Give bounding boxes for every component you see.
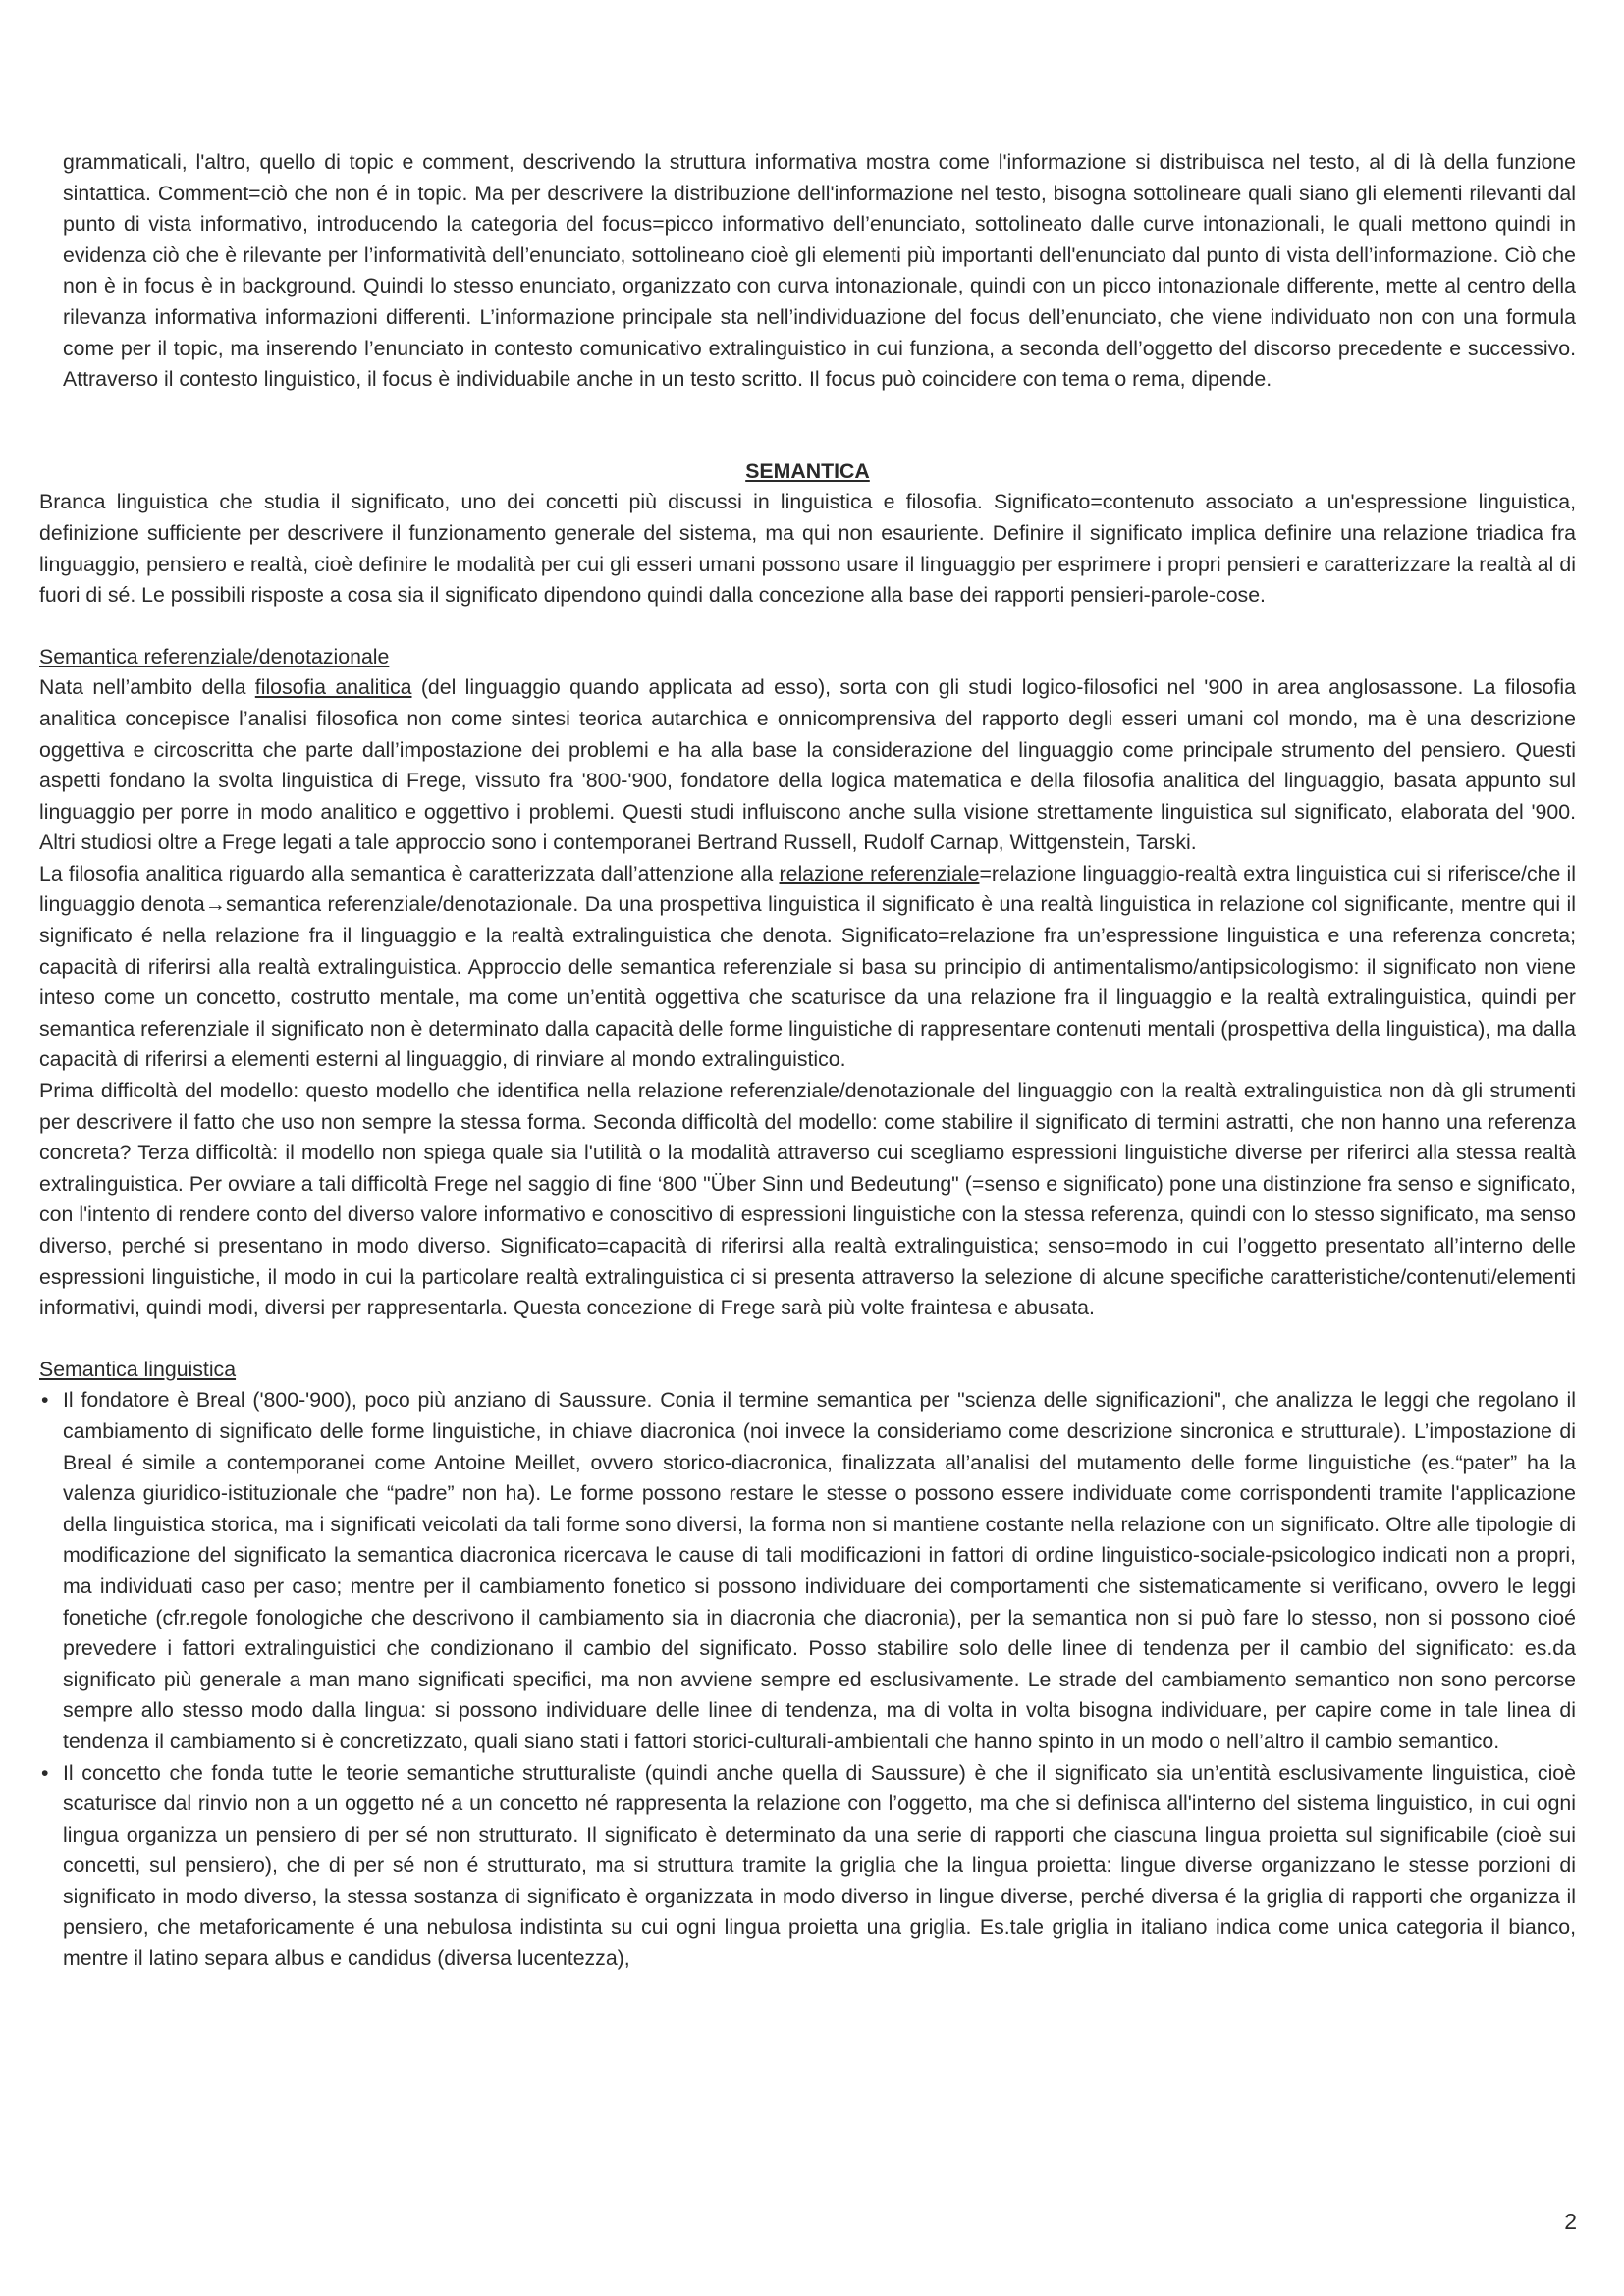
referenziale-paragraph-2 [39, 859, 1576, 1076]
text-run: =relazione linguaggio-realtà extra linguistica cui si riferisce/che il linguaggio denota→semantica referenziale/denotazionale. Da una prospettiva linguistica il significato è una realtà linguistica in relazione col significante, mentre qui il significato é nella relazione fra il linguaggio e la realtà extralinguistica che denota. Significato=relazione fra un’espressione linguistica e una referenza concreta; capacità di riferirsi alla realtà extralinguistica. Approccio delle semantica referenziale si basa su principio di antimentalismo/antipsicologismo: il significato non viene inteso come un concetto, costrutto mentale, ma come un’entità oggettiva che scaturisce da una relazione fra il linguaggio e la realtà extralinguistica, quindi per semantica referenziale il significato non è determinato dalla capacità delle forme linguistiche di rappresentare contenuti mentali (prospettiva della linguistica), ma dalla capacità di riferirsi a elementi esterni al linguaggio, di rinviare al mondo extralinguistico. [39, 861, 1576, 1072]
text-run: Nata nell’ambito della [39, 675, 255, 700]
filosofia-analitica-link: filosofia analitica [254, 675, 412, 700]
list-item [39, 1758, 1576, 1975]
subheading-semantica-linguistica: Semantica linguistica [39, 1357, 237, 1381]
relazione-referenziale-term: relazione referenziale [779, 861, 980, 885]
list-item-text: Il concetto che fonda tutte le teorie semantiche strutturaliste (quindi anche quella di Saussure) è che il significato sia un’entità esclusivamente linguistica, cioè scaturisce dal rinvio non a un oggetto né a un concetto né rappresenta la relazione con l’oggetto, ma che si definisca all'interno del sistema linguistico, in cui ogni lingua organizza un pensiero di per sé non strutturato. Il significato è determinato da una serie di rapporti che ciascuna lingua proietta sul significabile (cioè sui concetti, sul pensiero), che di per sé non é strutturato, ma si struttura tramite la griglia che la lingua proietta: lingue diverse organizzano le stesse porzioni di significato in modo diverso, la stessa sostanza di significato è organizzata in modo diverso in lingue diverse, perché diversa é la griglia di rapporti che organizza il pensiero, che metaforicamente é una nebulosa indistinta su cui ogni lingua proietta una griglia. Es.tale griglia in italiano indica come unica categoria il bianco, mentre il latino separa albus e candidus (diversa lucentezza), [63, 1760, 1576, 1971]
referenziale-paragraph-3: Prima difficoltà del modello: questo modello che identifica nella relazione referenziale/denotazionale del linguaggio con la realtà extralinguistica non dà gli strumenti per descrivere il fatto che uso non sempre la stessa forma. Seconda difficoltà del modello: come stabilire il significato di termini astratti, che non hanno una referenza concreta? Terza difficoltà: il modello non spiega quale sia l'utilità o la modalità attraverso cui scegliamo espressioni linguistiche diverse per riferirci alla stessa realtà extralinguistica. Per ovviare a tali difficoltà Frege nel saggio di fine ‘800 "Über Sinn und Bedeutung" (=senso e significato) pone una distinzione fra senso e significato, con l'intento di rendere conto del diverso valore informativo e conoscitivo di espressioni linguistiche con la stessa referenza, quindi con lo stesso significato, ma senso diverso, perché si presentano in modo diverso. Significato=capacità di riferirsi alla realtà extralinguistica; senso=modo in cui l’oggetto presentato all’interno delle espressioni linguistiche, il modo in cui la particolare realtà extralinguistica ci si presenta attraverso la selezione di alcune specifiche caratteristiche/contenuti/elementi informativi, quindi modi, diversi per rappresentarla. Questa concezione di Frege sarà più volte fraintesa e abusata. [39, 1079, 1576, 1320]
page-number: 2 [1564, 2209, 1577, 2234]
text-run: La filosofia analitica riguardo alla semantica è caratterizzata dall’attenzione alla [39, 861, 780, 885]
bullet-icon: • [41, 1760, 49, 1785]
section-title: SEMANTICA [745, 458, 870, 483]
text-run: (del linguaggio quando applicata ad esso), sorta con gli studi logico-filosofici nel '900 in area anglosassone. La filosofia analitica concepisce l’analisi filosofica non come sintesi teorica autarchica e onnicomprensiva del rapporto degli esseri umani col mondo, ma è una descrizione oggettiva e circoscritta che parte dall’impostazione dei problemi e ha alla base la considerazione del linguaggio come principale strumento del pensiero. Questi aspetti fondano la svolta linguistica di Frege, vissuto fra '800-'900, fondatore della logica matematica e della filosofia analitica del linguaggio, basata appunto sul linguaggio per porre in modo analitico e oggettivo i problemi. Questi studi influiscono anche sulla visione strettamente linguistica sul significato, elaborata del '900. Altri studiosi oltre a Frege legati a tale approccio sono i contemporanei Bertrand Russell, Rudolf Carnap, Wittgenstein, Tarski. [39, 675, 1577, 855]
subheading-semantica-referenziale: Semantica referenziale/denotazionale [39, 644, 390, 668]
document-page [39, 147, 1576, 1975]
bullet-icon: • [41, 1388, 49, 1413]
bullet-list [39, 1385, 1576, 1974]
intro-paragraph: grammaticali, l'altro, quello di topic e comment, descrivendo la struttura informativa mostra come l'informazione si distribuisca nel testo, al di là della funzione sintattica. Comment=ciò che non é in topic. Ma per descrivere la distribuzione dell'informazione nel testo, bisogna sottolineare quali siano gli elementi rilevanti dal punto di vista informativo, introducendo la categoria del focus=picco informativo dell’enunciato, sottolineato dalle curve intonazionali, le quali mettono quindi in evidenza ciò che è rilevante per l’informatività dell’enunciato, sottolineano cioè gli elementi più importanti dell'enunciato dal punto di vista dell’informazione. Ciò che non è in focus è in background. Quindi lo stesso enunciato, organizzato con curva intonazionale, quindi con un picco intonazionale differente, mette al centro della rilevanza informativa informazioni differenti. L’informazione principale sta nell’individuazione del focus dell’enunciato, che viene individuato non con una formula come per il topic, ma inserendo l’enunciato in contesto comunicativo extralinguistico in cui funziona, a seconda dell’oggetto del discorso precedente e successivo. Attraverso il contesto linguistico, il focus è individuabile anche in un testo scritto. Il focus può coincidere con tema o rema, dipende. [63, 150, 1576, 392]
semantica-intro-paragraph: Branca linguistica che studia il significato, uno dei concetti più discussi in linguistica e filosofia. Significato=contenuto associato a un'espressione linguistica, definizione sufficiente per descrivere il funzionamento generale del sistema, ma qui non esauriente. Definire il significato implica definire una relazione triadica fra linguaggio, pensiero e realtà, cioè definire le modalità per cui gli esseri umani possono usare il linguaggio per esprimere i propri pensieri e caratterizzare la realtà al di fuori di sé. Le possibili risposte a cosa sia il significato dipendono quindi dalla concezione alla base dei rapporti pensieri-parole-cose. [39, 490, 1576, 608]
list-item [39, 1385, 1576, 1757]
list-item-text: Il fondatore è Breal ('800-'900), poco più anziano di Saussure. Conia il termine semantica per "scienza delle significazioni", che analizza le leggi che regolano il cambiamento di significato delle forme linguistiche, in chiave diacronica (noi invece la consideriamo come descrizione sincronica e strutturale). L’impostazione di Breal é simile a contemporanei come Antoine Meillet, ovvero storico-diacronica, finalizzata all’analisi del mutamento delle forme linguistiche (es.“pater” ha la valenza giuridico-istituzionale che “padre” non ha). Le forme possono restare le stesse o possono essere individuate come corrispondenti tramite l'applicazione della linguistica storica, ma i significati veicolati da tali forme sono diversi, la forma non si mantiene costante nella relazione con un significato. Oltre alle tipologie di modificazione del significato la semantica diacronica ricercava le cause di tali modificazioni in fattori di ordine linguistico-sociale-psicologico indicati non a propri, ma individuati caso per caso; mentre per il cambiamento fonetico si possono individuare dei comportamenti che sistematicamente si verificano, ovvero le leggi fonetiche (cfr.regole fonologiche che descrivono il cambiamento sia in diacronia che diacronia), per la semantica non si può fare lo stesso, non si possono cioé prevedere i fattori extralinguistici che condizionano il cambio del significato. Posso stabilire solo delle linee di tendenza per il cambio del significato: es.da significato più generale a man mano significati specifici, ma non avviene sempre ed esclusivamente. Le strade del cambiamento semantico non sono percorse sempre allo stesso modo dalla lingua: si possono individuare delle linee di tendenza, ma di volta in volta bisogna individuare, per capire come in tale linea di tendenza il cambiamento si è concretizzato, quali siano stati i fattori storici-culturali-ambientali che hanno spinto in un modo o nell’altro il cambio semantico. [63, 1388, 1576, 1753]
referenziale-paragraph-1 [39, 672, 1576, 859]
